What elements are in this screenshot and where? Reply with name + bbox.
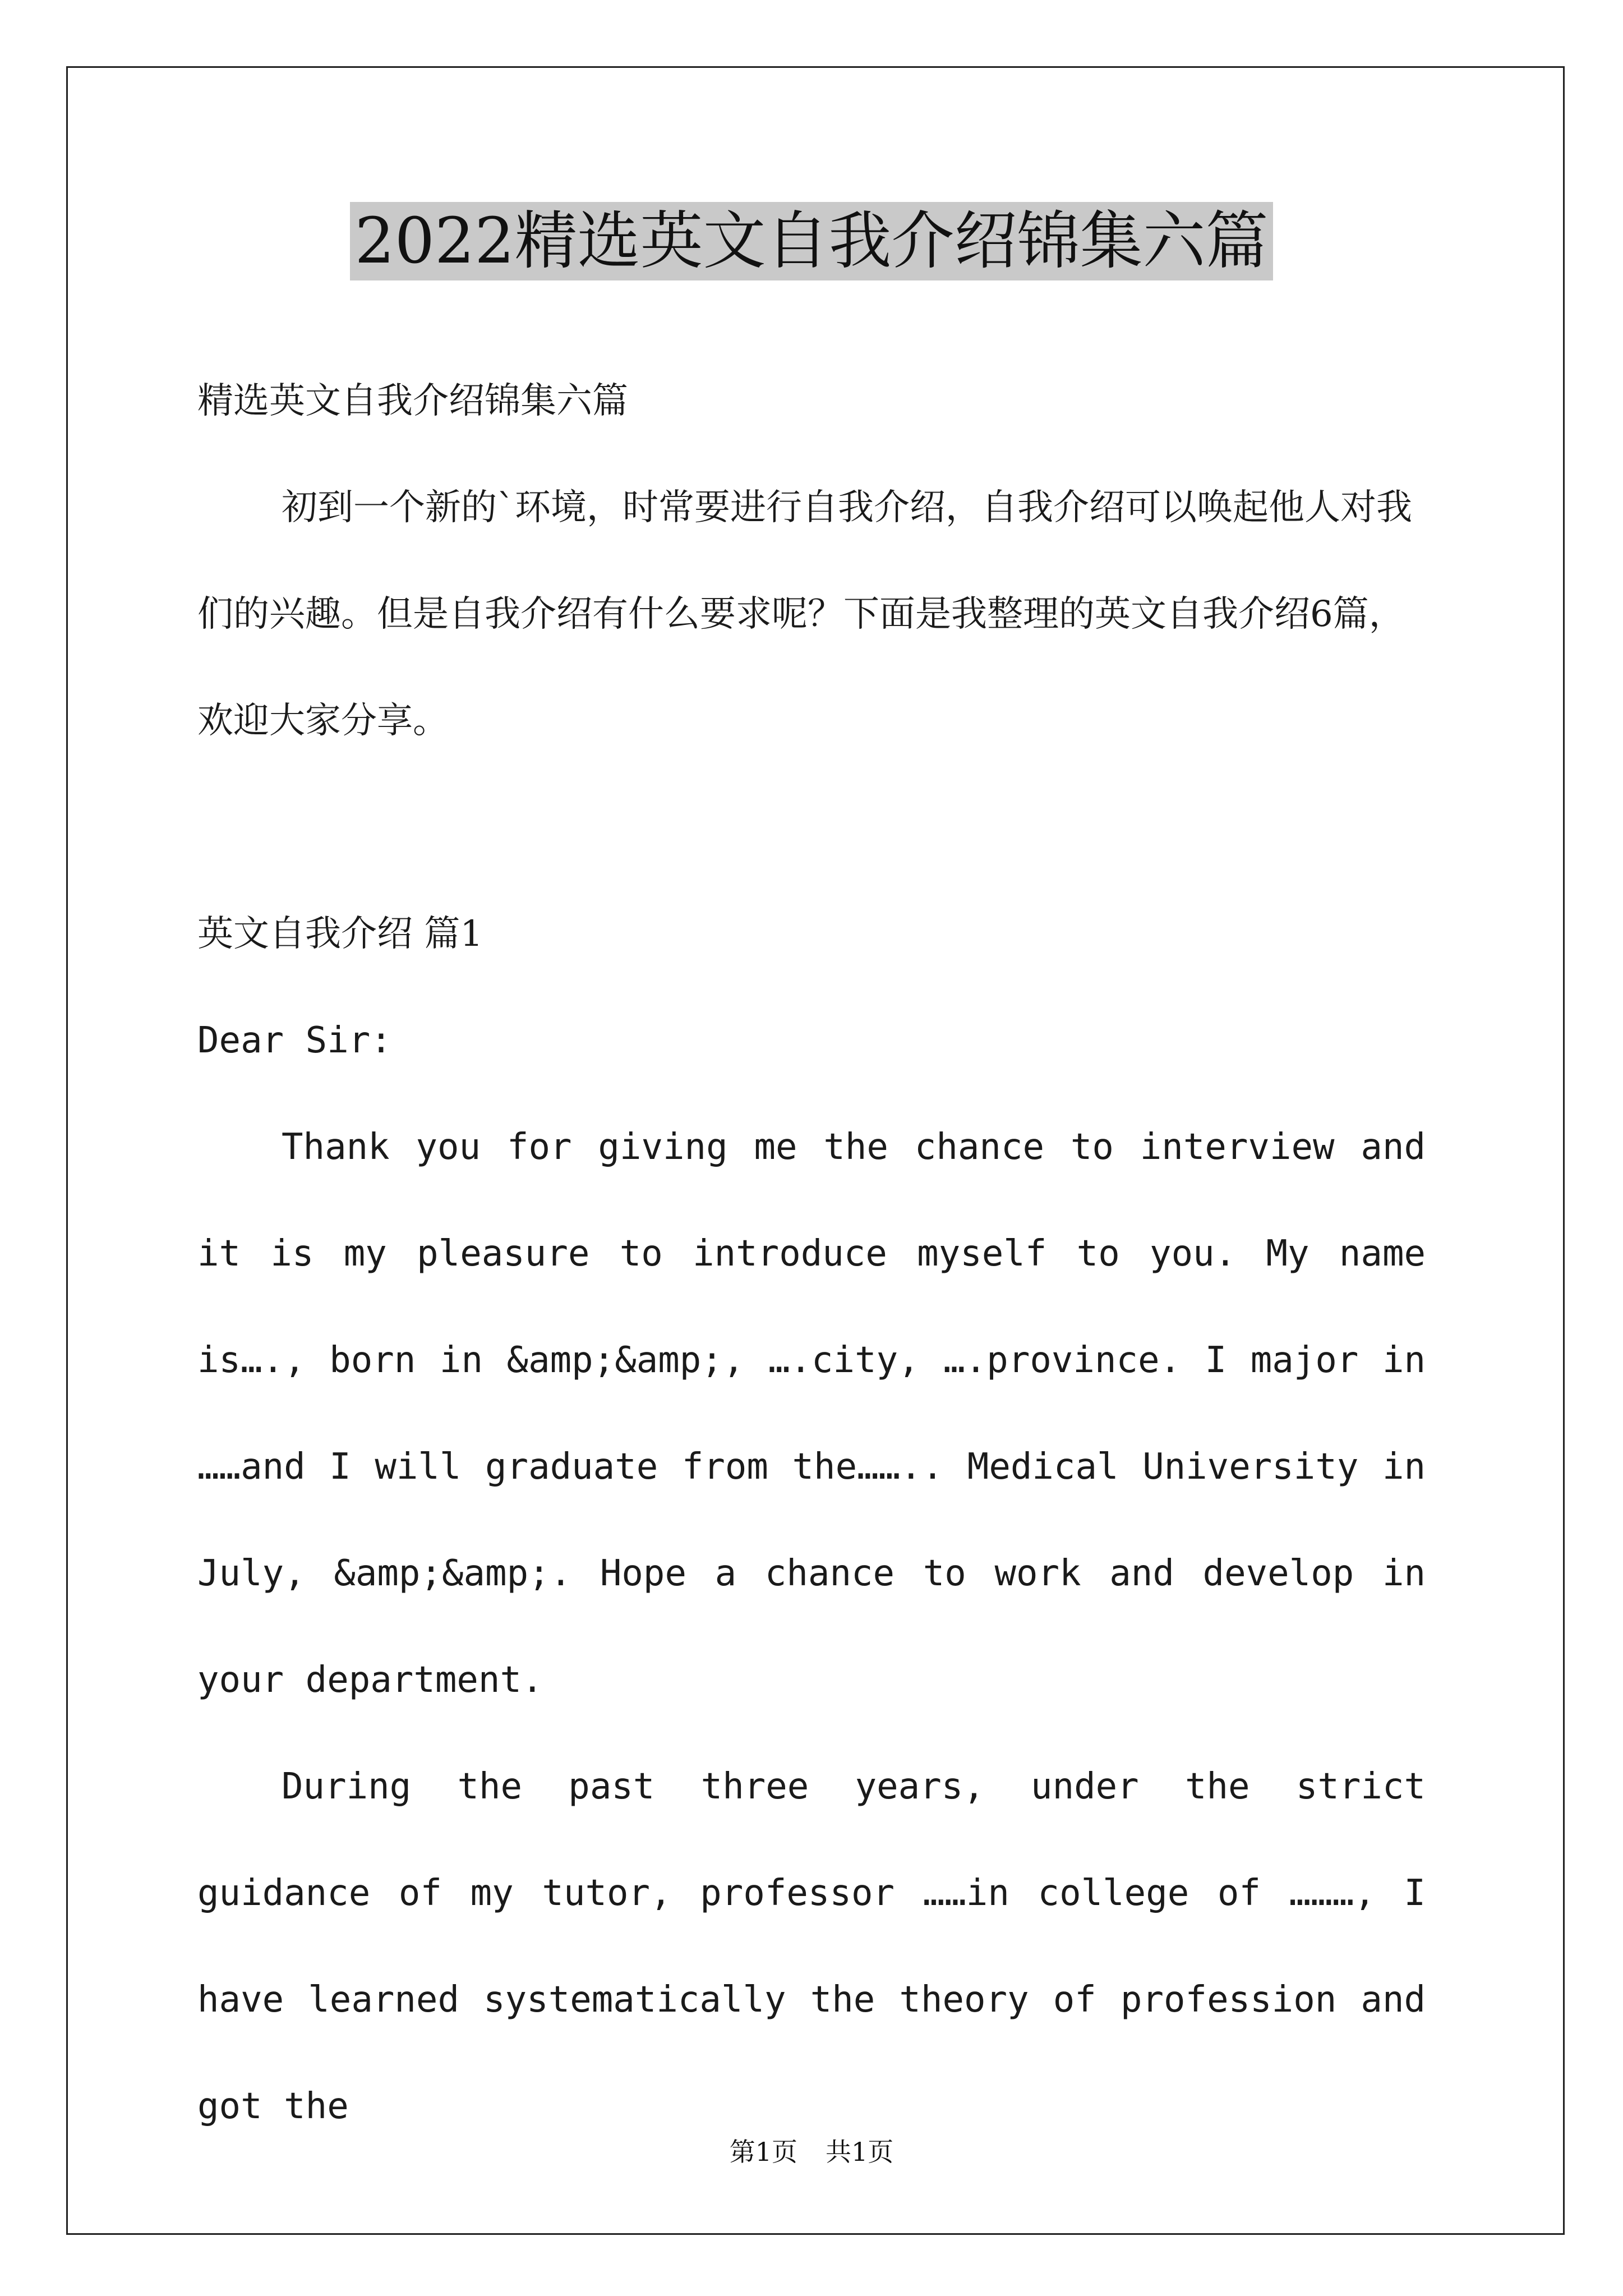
spacer xyxy=(197,774,1426,881)
section-heading: 英文自我介绍 篇1 xyxy=(197,913,483,955)
page-number-total: 共1页 xyxy=(826,2137,894,2167)
body-paragraph-1: Thank you for giving me the chance to interview and it is my pleasure to introduce myself to you. My name is…., born in &amp;&amp;, ….city, ….province. I major in ……and I will graduate from the…….. Medical University in July, &amp;&amp;. Hope a chance to work and develop in your department. xyxy=(197,1126,1426,1701)
page-number-current: 第1页 xyxy=(729,2137,797,2167)
intro-paragraph: 初到一个新的`环境，时常要进行自我介绍，自我介绍可以唤起他人对我们的兴趣。但是自我介绍有什么要求呢？下面是我整理的英文自我介绍6篇，欢迎大家分享。 xyxy=(197,487,1412,742)
page-footer xyxy=(0,2132,1623,2169)
subtitle: 精选英文自我介绍锦集六篇 xyxy=(197,380,628,422)
salutation: Dear Sir: xyxy=(197,1020,392,1061)
document-title: 2022精选英文自我介绍锦集六篇 xyxy=(350,202,1272,280)
title-container xyxy=(0,202,1623,280)
body-paragraph-2: During the past three years, under the strict guidance of my tutor, professor ……in college of ………, I have learned systematically the theory of profession and got the xyxy=(197,1766,1426,2127)
document-body xyxy=(197,348,1426,2160)
